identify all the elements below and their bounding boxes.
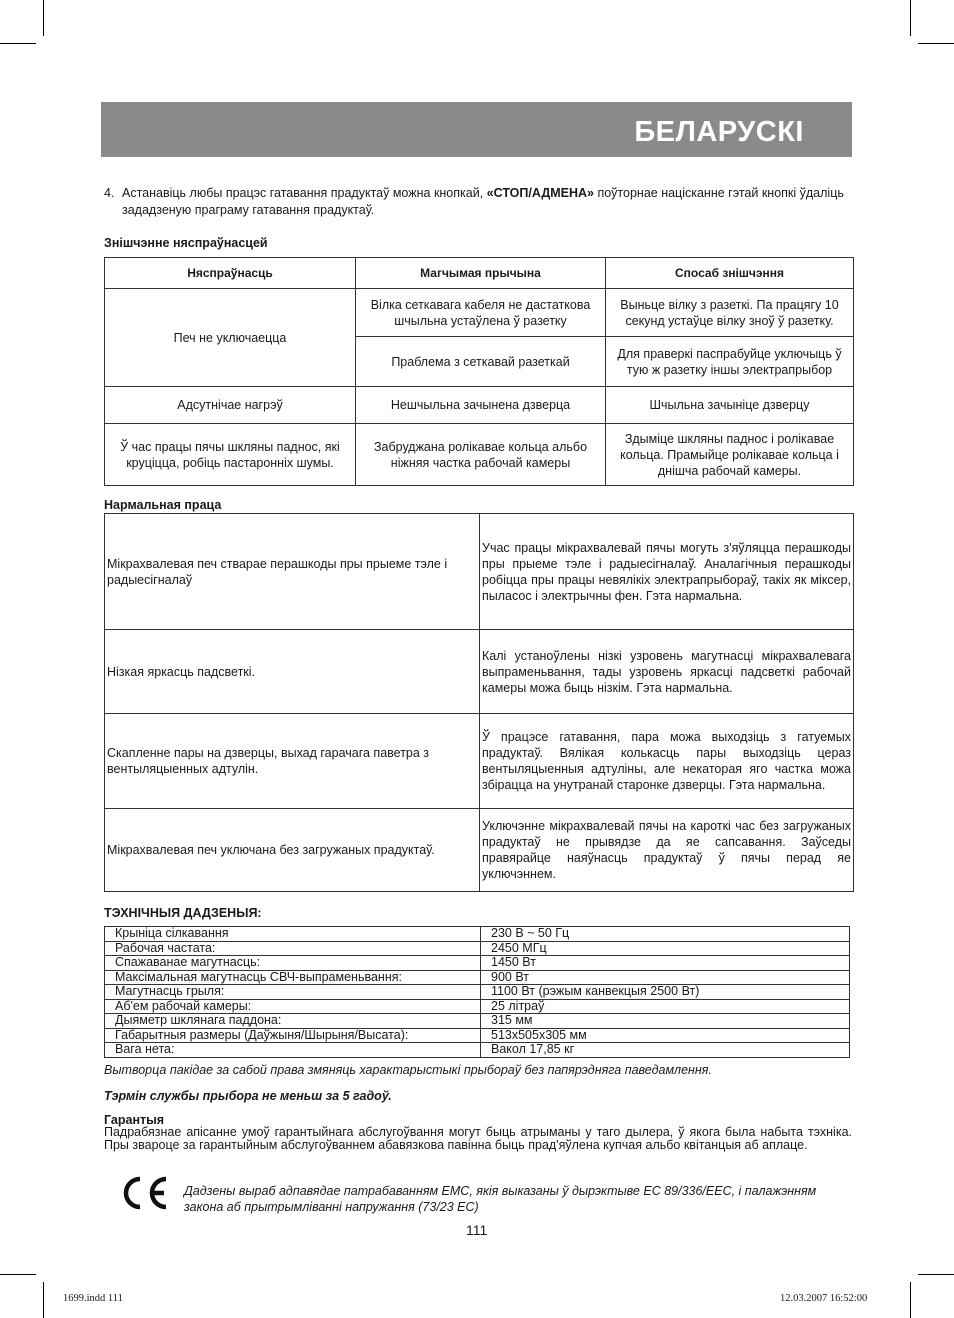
page-title: БЕЛАРУСКІ [634,116,804,148]
table-row [105,927,850,942]
intro-text-after: поўторнае націсканне гэтай кнопкі ўдаліць зададзеную праграму гатавання прадуктаў. [122,186,844,217]
table-row [105,1028,850,1043]
ce-mark-icon [120,1175,170,1211]
normal-right-cell: Калі устаноўлены нізкі узровень магутнасці мікрахвалевага выпраменьвання, тады узровень яркасці падсветкі рабочай камеры можа быць нізкім. Гэта нармальна. [480,630,854,714]
normal-left-cell: Мікрахвалевая печ ствараe перашкоды пры прыеме тэле і радыесігналаў [105,514,480,630]
solution-cell: Выньце вілку з разеткі. Па працягу 10 секунд устаўце вілку зноў ў разетку. [606,289,854,337]
table-header: Спосаб знішчэння [606,258,854,289]
page-number: 111 [466,1222,488,1238]
crop-mark [910,1282,911,1318]
intro-item [104,185,854,219]
normal-right-cell: Ў працэсе гатавання, пара можа выходзіць з гатуемых прадуктаў. Вялікая колькасць пары выходзіць цераз вентыляцыенныя адтуліны, але некаторая яго частка можа збірацца на унутранай старонке дзверцы. Гэта нармальна. [480,714,854,809]
specs-table [104,926,850,1058]
crop-mark [43,1282,44,1318]
cause-cell: Нешчыльна зачынена дзверца [356,387,606,424]
warranty-title: Гарантыя [104,1113,165,1127]
intro-text [122,185,854,219]
spec-value: 1450 Вт [481,956,850,971]
normal-left-cell: Скапленне пары на дзверцы, выхад гарачага паветра з вентыляцыенных адтулін. [105,714,480,809]
warranty-text: Падрабязнае апісанне умоў гарантыйнага абслугоўвання могут быць атрыманы у таго дылера, ў якога была набыта тэхніка. Пры звароце за гарантыйным абслугоўваннем абавязкова павінна быць прад'яўлена купчая альбо квітанцыя аб аплаце. [104,1125,852,1152]
table-row [105,985,850,1000]
crop-mark [0,1274,36,1275]
solution-cell: Для праверкі паспрабуйце уключыць ў тую ж разетку іншы электрапрыбор [606,337,854,387]
manufacturer-note: Вытворца пакідае за сабой права змяняць характарыстыкі прыбораў без папярэдняга паведамлення. [104,1063,712,1077]
crop-mark [918,43,954,44]
spec-value: 900 Вт [481,970,850,985]
normal-left-cell: Нізкая яркасць падсветкі. [105,630,480,714]
intro-text-before: Астанавіць любы працэс гатавання прадуктаў можна кнопкай, [122,186,487,200]
header-bar [101,102,852,157]
normal-table [104,513,854,892]
problem-cell: Ў час працы пячы шкляны паднос, які круціцца, робіць пастаронніх шумы. [105,424,356,486]
crop-mark [910,0,911,36]
cause-cell: Забруджана ролікавае кольца альбо ніжняя частка рабочай камеры [356,424,606,486]
problem-cell: Печ не уключаецца [105,289,356,387]
spec-value: 230 В ~ 50 Гц [481,927,850,942]
table-row [105,1014,850,1029]
ce-compliance-text: Дадзены выраб адпавядае патрабаванням ЕМС, якія выказаны ў дырэктыве ЕС 89/336/ЕЕС, і палажэнням закона аб прытрымліванні напружання (73/23 ЕС) [184,1184,817,1214]
spec-label: Вага нета: [105,1043,481,1058]
spec-label: Максімальная магутнасць СВЧ-выпраменьвання: [105,970,481,985]
table-row [105,956,850,971]
spec-value: 1100 Вт (рэжым канвекцыя 2500 Вт) [481,985,850,1000]
spec-label: Аб'ем рабочай камеры: [105,999,481,1014]
table-row [105,970,850,985]
crop-mark [918,1274,954,1275]
intro-number: 4. [104,186,115,200]
normal-right-cell: Учас працы мікрахвалевай пячы могуть з'яўляцца перашкоды пры прыеме тэле і радыесігналаў. Аналагічныя перашкоды робіцца пры працы невялікіх электрапрыбораў, такіх як міксер, пыласос і электрычны фен. Гэта нармальна. [480,514,854,630]
spec-value: 25 літраў [481,999,850,1014]
spec-label: Крыніца сілкавання [105,927,481,942]
spec-value: 513x505x305 мм [481,1028,850,1043]
solution-cell: Шчыльна зачыніце дзверцу [606,387,854,424]
problem-cell: Адсутнічае нагрэў [105,387,356,424]
spec-label: Спажаванае магутнасць: [105,956,481,971]
footer-file: 1699.indd 111 [63,1293,123,1304]
spec-value: 315 мм [481,1014,850,1029]
spec-label: Рабочая частата: [105,941,481,956]
crop-mark [0,43,36,44]
crop-mark [43,0,44,36]
spec-value: 2450 МГц [481,941,850,956]
specs-title: ТЭХНІЧНЫЯ ДАДЗЕНЫЯ: [104,906,262,920]
spec-label: Магутнасць грыля: [105,985,481,1000]
cause-cell: Вілка сеткавага кабеля не дастаткова шчыльна устаўлена ў разетку [356,289,606,337]
table-header: Няспраўнасць [105,258,356,289]
spec-label: Габарытныя размеры (Даўжыня/Шырыня/Высата): [105,1028,481,1043]
normal-title: Нармальная праца [104,498,222,512]
cause-cell: Праблема з сеткавай разеткай [356,337,606,387]
normal-left-cell: Мікрахвалевая печ уключана без загружаных прадуктаў. [105,809,480,892]
intro-bold: «СТОП/АДМЕНА» [486,186,594,200]
troubleshooting-title: Знішчэнне няспраўнасцей [104,236,268,250]
table-row [105,999,850,1014]
spec-value: Вакол 17,85 кг [481,1043,850,1058]
solution-cell: Здыміце шкляны паднос і ролікавае кольца. Прамыйце ролікавае кольца і днішча рабочай камеры. [606,424,854,486]
troubleshooting-table [104,257,854,486]
table-row [105,941,850,956]
footer-timestamp: 12.03.2007 16:52:00 [780,1293,868,1304]
table-header: Магчымая прычына [356,258,606,289]
service-life-note: Тэрмін службы прыбора не меньш за 5 гадоў. [104,1089,392,1103]
spec-label: Дыяметр шклянага паддона: [105,1014,481,1029]
table-row [105,1043,850,1058]
normal-right-cell: Уключэнне мікрахвалевай пячы на кароткі час без загружаных прадуктаў не прывядзе да яе сапсавання. Заўседы правярайце наяўнасць прадуктаў ў пячы перад яе уключэннем. [480,809,854,892]
